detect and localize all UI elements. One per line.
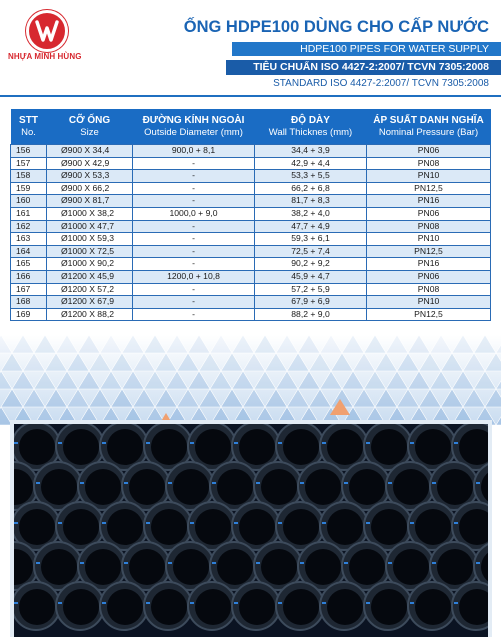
- cell-nominal-pressure: PN10: [367, 170, 491, 183]
- col-header-size: [47, 109, 133, 145]
- cell-nominal-pressure: PN12,5: [367, 245, 491, 258]
- cell-nominal-pressure: PN16: [367, 195, 491, 208]
- table-row: [11, 296, 491, 309]
- cell-stt: 169: [11, 308, 47, 321]
- cell-size: Ø900 X 81,7: [47, 195, 133, 208]
- col-header-sublabel: Wall Thicknes (mm): [268, 126, 353, 138]
- pipe-bore: [327, 589, 363, 625]
- pipe-bore: [239, 589, 275, 625]
- cell-nominal-pressure: PN08: [367, 283, 491, 296]
- cell-stt: 166: [11, 270, 47, 283]
- col-header-sublabel: Outside Diameter (mm): [144, 126, 243, 138]
- decorative-triangle-pattern: [0, 335, 501, 425]
- pipe-bore: [19, 429, 55, 465]
- table-row: [11, 170, 491, 183]
- pipe-bore: [239, 509, 275, 545]
- cell-wall-thickness: 42,9 + 4,4: [255, 157, 367, 170]
- pipe-bore: [327, 509, 363, 545]
- pipe-bore: [85, 469, 121, 505]
- table-row: [11, 195, 491, 208]
- col-header-wall-thickness: [255, 109, 367, 145]
- col-header-sublabel: Size: [80, 126, 99, 138]
- cell-wall-thickness: 38,2 + 4,0: [255, 207, 367, 220]
- logo-mark: [26, 10, 68, 52]
- pipe-bore: [393, 549, 429, 585]
- pipe-bore: [349, 469, 385, 505]
- cell-nominal-pressure: PN16: [367, 258, 491, 271]
- cell-outside-diameter: -: [133, 258, 255, 271]
- cell-outside-diameter: -: [133, 170, 255, 183]
- cell-wall-thickness: 90,2 + 9,2: [255, 258, 367, 271]
- cell-nominal-pressure: PN06: [367, 270, 491, 283]
- cell-size: Ø900 X 66,2: [47, 182, 133, 195]
- cell-wall-thickness: 81,7 + 8,3: [255, 195, 367, 208]
- table-row: [11, 207, 491, 220]
- pipe-bore: [349, 549, 385, 585]
- pipe-bore: [261, 469, 297, 505]
- cell-size: Ø900 X 53,3: [47, 170, 133, 183]
- cell-outside-diameter: -: [133, 182, 255, 195]
- pipe-bore: [217, 469, 253, 505]
- col-header-stt: [11, 109, 47, 145]
- cell-outside-diameter: -: [133, 296, 255, 309]
- table-row: [11, 270, 491, 283]
- cell-nominal-pressure: PN12,5: [367, 182, 491, 195]
- cell-wall-thickness: 59,3 + 6,1: [255, 233, 367, 246]
- cell-stt: 162: [11, 220, 47, 233]
- pipe-bore: [437, 469, 473, 505]
- cell-nominal-pressure: PN10: [367, 233, 491, 246]
- pipe-bore: [393, 469, 429, 505]
- cell-wall-thickness: 47,7 + 4,9: [255, 220, 367, 233]
- table-row: [11, 220, 491, 233]
- pipe-bore: [151, 429, 187, 465]
- cell-stt: 156: [11, 145, 47, 158]
- spec-table: [10, 109, 491, 321]
- cell-stt: 160: [11, 195, 47, 208]
- pipe-bore: [195, 509, 231, 545]
- pipe-bore: [371, 589, 407, 625]
- cell-nominal-pressure: PN12,5: [367, 308, 491, 321]
- cell-outside-diameter: 900,0 + 8,1: [133, 145, 255, 158]
- cell-nominal-pressure: PN08: [367, 220, 491, 233]
- cell-size: Ø900 X 42,9: [47, 157, 133, 170]
- pipe-bore: [327, 429, 363, 465]
- pipe-bore: [129, 469, 165, 505]
- table-row: [11, 157, 491, 170]
- col-header-label: ĐƯỜNG KÍNH NGOÀI: [142, 114, 245, 126]
- col-header-label: ĐỘ DÀY: [291, 114, 330, 126]
- cell-nominal-pressure: PN08: [367, 157, 491, 170]
- cell-stt: 159: [11, 182, 47, 195]
- pipe-bore: [305, 549, 341, 585]
- pipe-bore: [151, 509, 187, 545]
- cell-outside-diameter: -: [133, 245, 255, 258]
- cell-wall-thickness: 67,9 + 6,9: [255, 296, 367, 309]
- cell-stt: 157: [11, 157, 47, 170]
- subtitle-en: HDPE100 PIPES FOR WATER SUPPLY: [232, 42, 501, 56]
- pipe-bore: [107, 429, 143, 465]
- pipe-bore: [173, 469, 209, 505]
- cell-wall-thickness: 45,9 + 4,7: [255, 270, 367, 283]
- cell-stt: 167: [11, 283, 47, 296]
- cell-nominal-pressure: PN06: [367, 145, 491, 158]
- cell-size: Ø1200 X 67,9: [47, 296, 133, 309]
- table-row: [11, 182, 491, 195]
- cell-outside-diameter: -: [133, 157, 255, 170]
- pipe-bore: [107, 589, 143, 625]
- cell-outside-diameter: -: [133, 308, 255, 321]
- pipe-bore: [41, 469, 77, 505]
- page-title: ỐNG HDPE100 DÙNG CHO CẤP NƯỚC: [183, 18, 489, 36]
- col-header-outside-diameter: [133, 109, 255, 145]
- pipe-bore: [63, 429, 99, 465]
- table-row: [11, 233, 491, 246]
- logo-text: NHỰA MINH HÙNG: [8, 52, 82, 61]
- cell-wall-thickness: 57,2 + 5,9: [255, 283, 367, 296]
- table-header-row: [11, 109, 491, 145]
- pipe-bore: [217, 549, 253, 585]
- table-row: [11, 258, 491, 271]
- pipe-bore: [261, 549, 297, 585]
- pipe-bore: [283, 509, 319, 545]
- col-header-label: CỠ ỐNG: [68, 114, 111, 126]
- cell-outside-diameter: -: [133, 220, 255, 233]
- cell-size: Ø1200 X 45,9: [47, 270, 133, 283]
- cell-stt: 164: [11, 245, 47, 258]
- cell-stt: 158: [11, 170, 47, 183]
- cell-outside-diameter: -: [133, 283, 255, 296]
- pipe-bore: [85, 549, 121, 585]
- pipe-bore: [129, 549, 165, 585]
- cell-outside-diameter: -: [133, 195, 255, 208]
- pipe-bore: [63, 509, 99, 545]
- header-divider: [0, 95, 501, 97]
- pipe-bore: [151, 589, 187, 625]
- pipe-bore: [415, 589, 451, 625]
- cell-size: Ø1000 X 90,2: [47, 258, 133, 271]
- pipe-bore: [415, 429, 451, 465]
- pipe-bore: [283, 429, 319, 465]
- pipe-bore: [371, 509, 407, 545]
- cell-nominal-pressure: PN10: [367, 296, 491, 309]
- col-header-label: ÁP SUẤT DANH NGHĨA: [373, 114, 484, 126]
- cell-wall-thickness: 34,4 + 3,9: [255, 145, 367, 158]
- cell-size: Ø1200 X 88,2: [47, 308, 133, 321]
- pipe-bore: [107, 509, 143, 545]
- pipe-bore: [19, 509, 55, 545]
- pipe-bore: [239, 429, 275, 465]
- pipe-bore: [195, 429, 231, 465]
- cell-stt: 168: [11, 296, 47, 309]
- standard-vi: TIÊU CHUẨN ISO 4427-2:2007/ TCVN 7305:2008: [226, 60, 501, 75]
- stacked-pipes-illustration: [14, 424, 488, 637]
- pipe-bore: [371, 429, 407, 465]
- col-header-sublabel: Nominal Pressure (Bar): [378, 126, 479, 138]
- table-row: [11, 308, 491, 321]
- pipes-photo: [14, 424, 488, 637]
- cell-outside-diameter: 1200,0 + 10,8: [133, 270, 255, 283]
- pipe-bore: [19, 589, 55, 625]
- cell-stt: 163: [11, 233, 47, 246]
- pipe-bore: [283, 589, 319, 625]
- col-header-nominal-pressure: [367, 109, 491, 145]
- cell-wall-thickness: 72,5 + 7,4: [255, 245, 367, 258]
- cell-wall-thickness: 88,2 + 9,0: [255, 308, 367, 321]
- cell-stt: 161: [11, 207, 47, 220]
- cell-size: Ø900 X 34,4: [47, 145, 133, 158]
- cell-wall-thickness: 66,2 + 6,8: [255, 182, 367, 195]
- cell-size: Ø1000 X 38,2: [47, 207, 133, 220]
- pipe-bore: [41, 549, 77, 585]
- cell-outside-diameter: 1000,0 + 9,0: [133, 207, 255, 220]
- table-row: [11, 145, 491, 158]
- table-row: [11, 245, 491, 258]
- pipe-bore: [305, 469, 341, 505]
- pipe-bore: [173, 549, 209, 585]
- cell-size: Ø1000 X 72,5: [47, 245, 133, 258]
- pipe-bore: [415, 509, 451, 545]
- table-row: [11, 283, 491, 296]
- pipe-bore: [195, 589, 231, 625]
- brand-logo: [8, 8, 80, 66]
- cell-size: Ø1200 X 57,2: [47, 283, 133, 296]
- cell-size: Ø1000 X 59,3: [47, 233, 133, 246]
- pipe-bore: [63, 589, 99, 625]
- cell-size: Ø1000 X 47,7: [47, 220, 133, 233]
- standard-en: STANDARD ISO 4427-2:2007/ TCVN 7305:2008: [273, 78, 489, 89]
- col-header-sublabel: No.: [21, 126, 36, 138]
- cell-nominal-pressure: PN06: [367, 207, 491, 220]
- cell-wall-thickness: 53,3 + 5,5: [255, 170, 367, 183]
- cell-outside-diameter: -: [133, 233, 255, 246]
- col-header-label: STT: [19, 114, 38, 126]
- pipe-bore: [437, 549, 473, 585]
- cell-stt: 165: [11, 258, 47, 271]
